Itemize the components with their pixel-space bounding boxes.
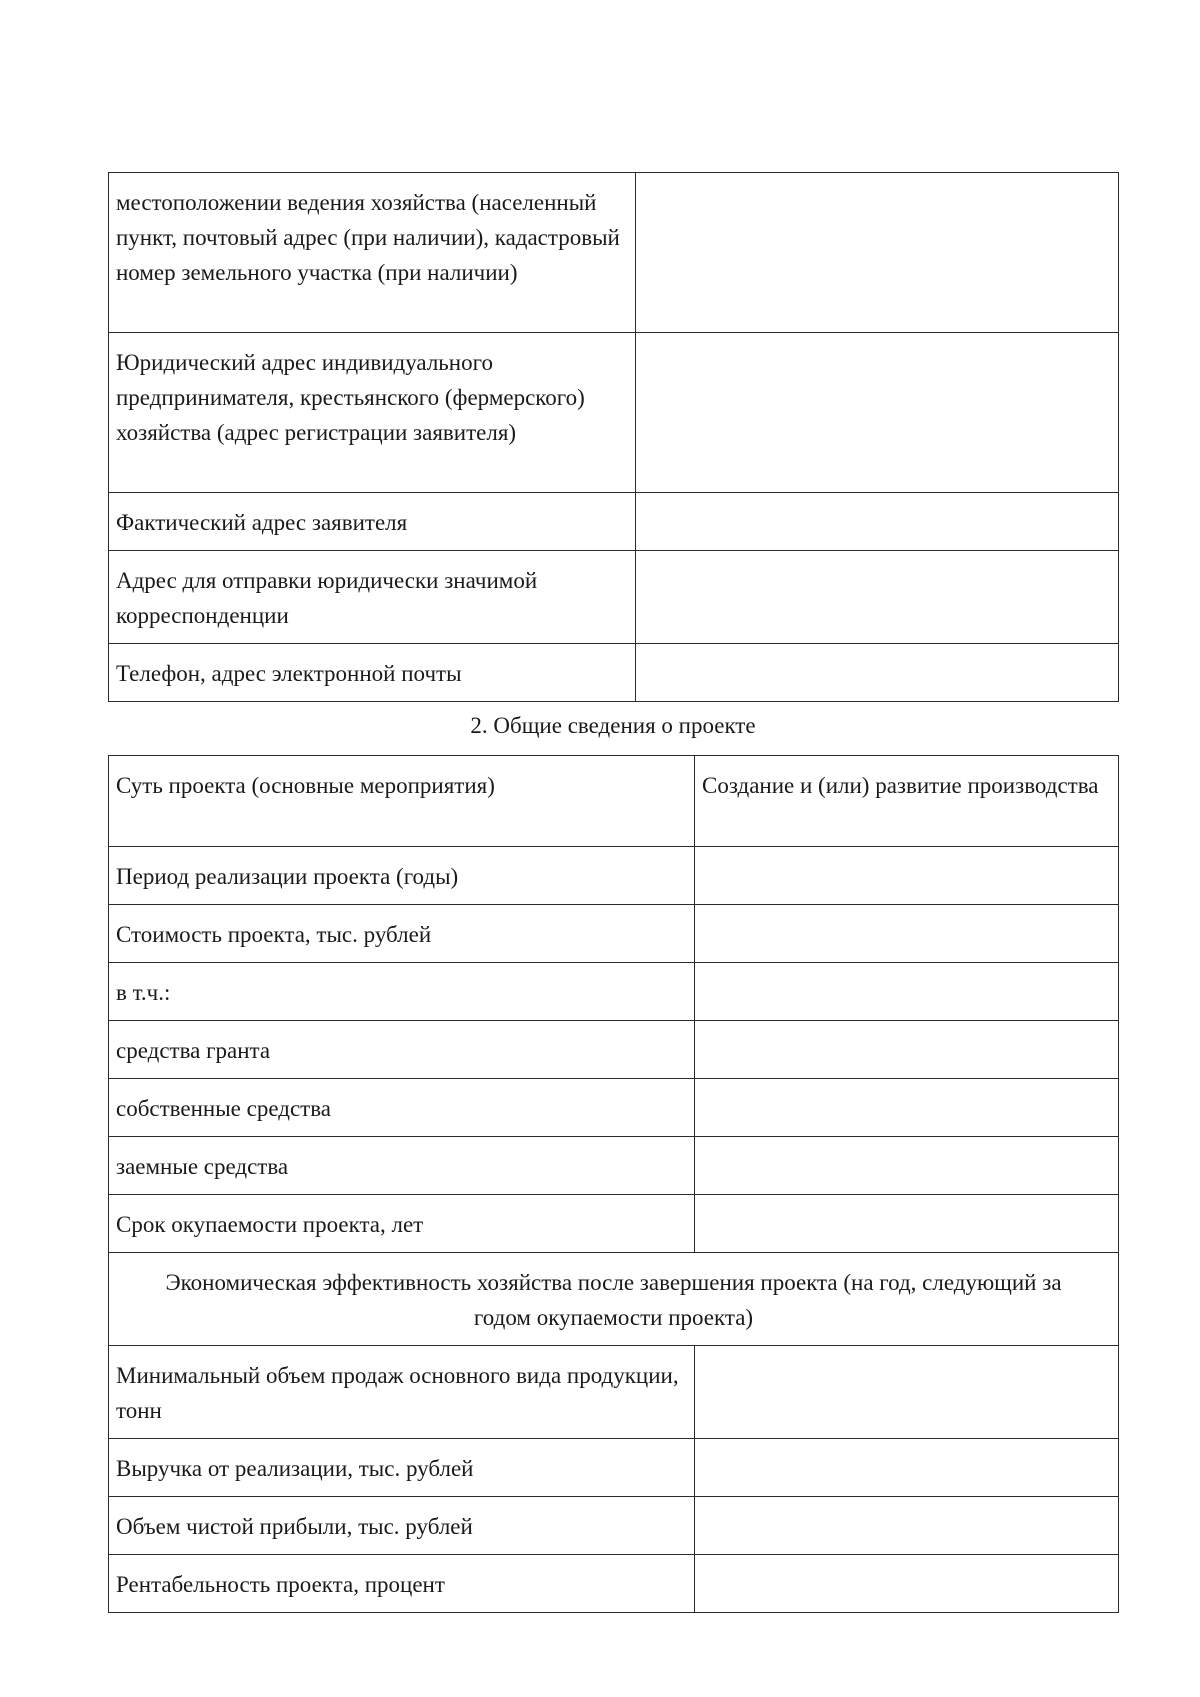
row-label: Стоимость проекта, тыс. рублей [109, 905, 695, 963]
table-row [109, 756, 1119, 847]
row-value-field[interactable] [695, 1555, 1119, 1613]
table-row [109, 173, 1119, 333]
section-title: 2. Общие сведения о проекте [470, 713, 756, 738]
row-value-field[interactable] [695, 963, 1119, 1021]
table-row [109, 493, 1119, 551]
row-label: заемные средства [109, 1137, 695, 1195]
table-row [109, 1555, 1119, 1613]
row-label: Юридический адрес индивидуального предпринимателя, крестьянского (фермерского) хозяйства (адрес регистрации заявителя) [109, 333, 636, 493]
table-row [109, 644, 1119, 702]
row-label: средства гранта [109, 1021, 695, 1079]
table-row [109, 1497, 1119, 1555]
table-row [109, 1137, 1119, 1195]
row-label: местоположении ведения хозяйства (населенный пункт, почтовый адрес (при наличии), кадастровый номер земельного участка (при наличии) [109, 173, 636, 333]
table-row [109, 905, 1119, 963]
row-label: собственные средства [109, 1079, 695, 1137]
row-value-field[interactable] [695, 1021, 1119, 1079]
row-label: Выручка от реализации, тыс. рублей [109, 1439, 695, 1497]
row-value-field[interactable] [636, 333, 1119, 493]
efficiency-heading: Экономическая эффективность хозяйства после завершения проекта (на год, следующий за годом окупаемости проекта) [109, 1253, 1119, 1346]
table-row [109, 333, 1119, 493]
row-label: Срок окупаемости проекта, лет [109, 1195, 695, 1253]
row-value-field[interactable] [695, 1346, 1119, 1439]
row-value-field[interactable] [636, 493, 1119, 551]
row-value-field[interactable] [636, 644, 1119, 702]
table-row [109, 1195, 1119, 1253]
project-info-table [108, 755, 1119, 1613]
table-row [109, 1439, 1119, 1497]
row-label: Рентабельность проекта, процент [109, 1555, 695, 1613]
applicant-contact-table [108, 172, 1119, 702]
table-row [109, 551, 1119, 644]
row-value-field[interactable] [695, 1079, 1119, 1137]
row-value-field[interactable] [636, 551, 1119, 644]
row-value-field[interactable] [695, 1195, 1119, 1253]
row-value-field[interactable] [695, 1137, 1119, 1195]
row-value-field[interactable] [695, 847, 1119, 905]
table-row [109, 847, 1119, 905]
row-value-field[interactable] [695, 1497, 1119, 1555]
table-row [109, 1253, 1119, 1346]
row-label: Фактический адрес заявителя [109, 493, 636, 551]
table-row [109, 1346, 1119, 1439]
row-value-field[interactable]: Создание и (или) развитие производства [695, 756, 1119, 847]
table-row [109, 963, 1119, 1021]
row-label: Объем чистой прибыли, тыс. рублей [109, 1497, 695, 1555]
row-label: Период реализации проекта (годы) [109, 847, 695, 905]
row-label: Минимальный объем продаж основного вида продукции, тонн [109, 1346, 695, 1439]
row-label: Адрес для отправки юридически значимой корреспонденции [109, 551, 636, 644]
row-label: в т.ч.: [109, 963, 695, 1021]
table-row [109, 1079, 1119, 1137]
row-value-field[interactable] [695, 905, 1119, 963]
table-row [109, 1021, 1119, 1079]
row-value-field[interactable] [695, 1439, 1119, 1497]
row-label: Суть проекта (основные мероприятия) [109, 756, 695, 847]
row-value-field[interactable] [636, 173, 1119, 333]
row-label: Телефон, адрес электронной почты [109, 644, 636, 702]
